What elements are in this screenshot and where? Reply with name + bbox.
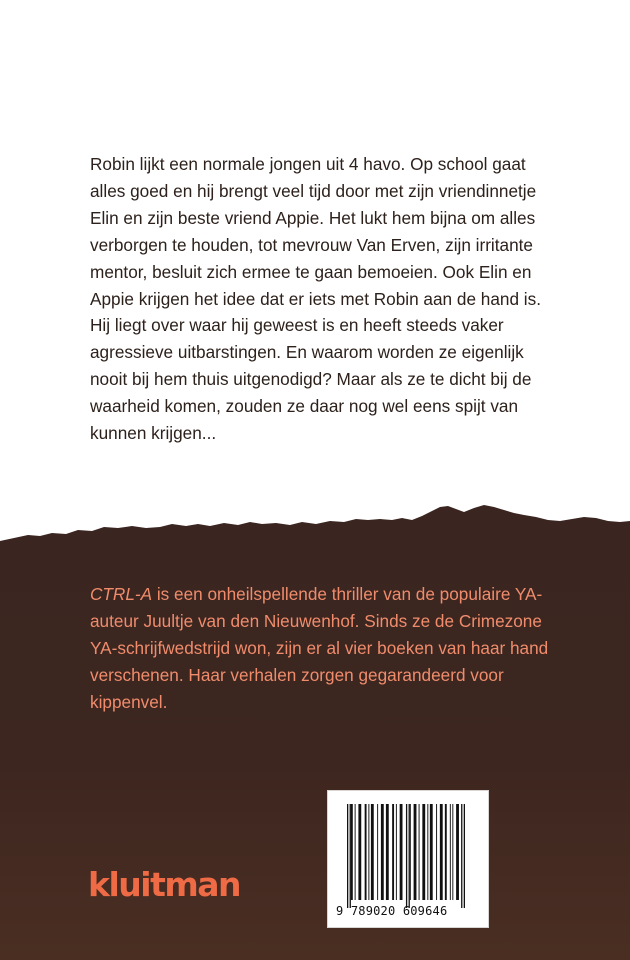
isbn-barcode bbox=[327, 790, 489, 928]
barcode-bar bbox=[400, 804, 403, 900]
barcode-guard-bar bbox=[461, 804, 462, 908]
barcode-guard-bar bbox=[406, 804, 407, 908]
barcode-guard-bar bbox=[464, 804, 465, 908]
barcode-bar bbox=[422, 804, 425, 900]
barcode-guard-bar bbox=[350, 804, 351, 908]
barcode-bar bbox=[371, 804, 374, 900]
barcode-bar bbox=[430, 804, 433, 900]
book-title-italic: CTRL-A bbox=[90, 584, 153, 604]
author-description-text: is een onheilspellende thriller van de populaire YA-auteur Juultje van den Nieuwenhof. Sinds ze de Crimezone YA-schrijfwedstrijd won, zijn er al vier boeken van haar hand verschenen. Haar verhalen zorgen gegarandeerd voor kippenvel. bbox=[90, 584, 549, 712]
barcode-bar bbox=[427, 804, 428, 900]
barcode-bar bbox=[365, 804, 367, 900]
barcode-bar bbox=[450, 804, 451, 900]
barcode-bar bbox=[355, 804, 356, 900]
barcode-bar bbox=[440, 804, 443, 900]
barcode-bar bbox=[452, 804, 453, 900]
barcode-bar bbox=[358, 804, 361, 900]
author-description bbox=[90, 581, 560, 716]
barcode-bar bbox=[445, 804, 447, 900]
barcode-bar bbox=[419, 804, 420, 900]
barcode-icon bbox=[339, 804, 481, 912]
barcode-guard-bar bbox=[347, 804, 348, 908]
book-description: Robin lijkt een normale jongen uit 4 havo. Op school gaat alles goed en hij brengt veel tijd door met zijn vriendinnetje Elin en zijn beste vriend Appie. Het lukt hem bijna om alles verborgen te houden, tot mevrouw Van Erven, zijn irritante mentor, besluit zich ermee te gaan bemoeien. Ook Elin en Appie krijgen het idee dat er iets met Robin aan de hand is. Hij liegt over waar hij geweest is en heeft steeds vaker agressieve uitbarstingen. En waarom worden ze eigenlijk nooit bij hem thuis uitgenodigd? Maar als ze te dicht bij de waarheid komen, zouden ze daar nog wel eens spijt van kunnen krijgen... bbox=[90, 154, 541, 444]
barcode-bar bbox=[368, 804, 369, 900]
barcode-bar bbox=[381, 804, 384, 900]
barcode-bar bbox=[414, 804, 417, 900]
isbn-digits: 9 789020 609646 bbox=[336, 904, 448, 918]
barcode-bar bbox=[377, 804, 378, 900]
barcode-bar bbox=[436, 804, 437, 900]
barcode-bar bbox=[392, 804, 394, 900]
barcode-bar bbox=[410, 804, 411, 900]
barcode-guard-bar bbox=[409, 804, 410, 908]
barcode-bar bbox=[386, 804, 389, 900]
barcode-bar bbox=[456, 804, 459, 900]
barcode-bar bbox=[396, 804, 397, 900]
barcode-bar bbox=[351, 804, 353, 900]
publisher-logo: kluitman bbox=[88, 865, 240, 904]
